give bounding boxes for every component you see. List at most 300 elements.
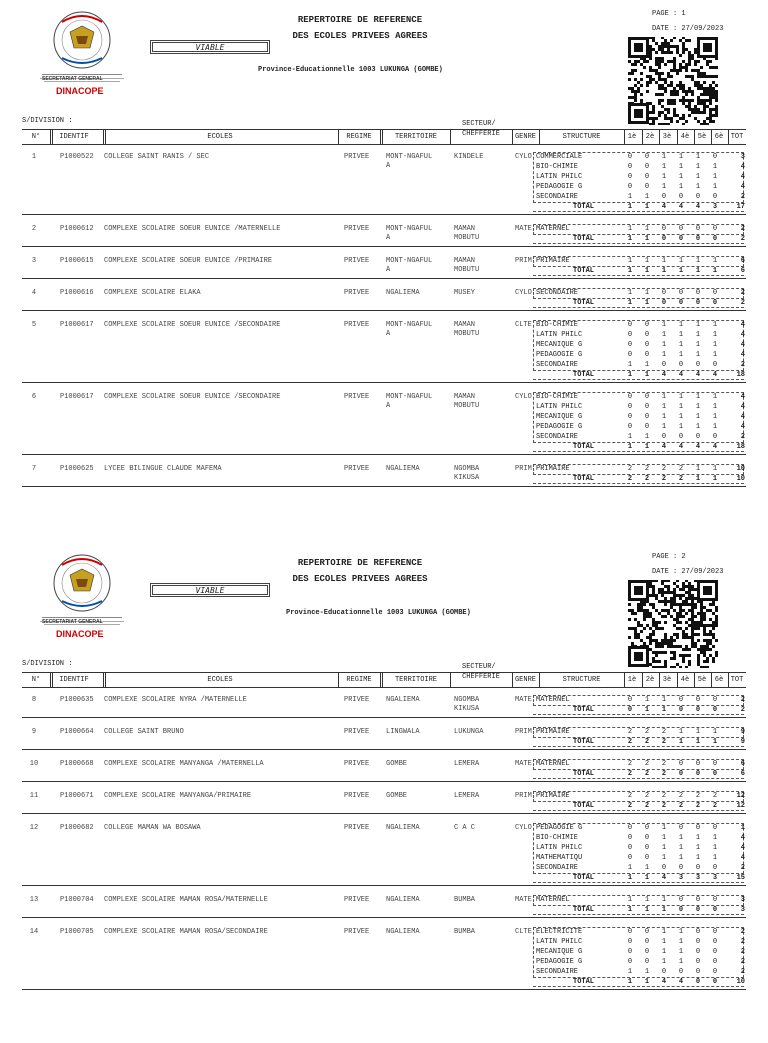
school-genre: CLTE	[515, 928, 532, 936]
year-4-count: 0	[678, 770, 684, 778]
header-separator	[338, 673, 339, 687]
year-2-count: 0	[644, 834, 650, 842]
school-secteur: BUMBA	[454, 896, 476, 904]
structure-name: BIO-CHIMIE	[536, 163, 579, 171]
year-1-count: 2	[627, 792, 633, 800]
structure-line	[533, 791, 744, 801]
header-territoire: TERRITOIRE	[394, 133, 437, 141]
year-2-count: 0	[644, 824, 650, 832]
structure-line	[533, 412, 744, 422]
structure-total-line	[533, 266, 744, 276]
year-6-count: 1	[712, 413, 718, 421]
logo-dinacope: DINACOPE	[56, 629, 104, 639]
page-number: PAGE : 1	[652, 10, 686, 18]
year-2-count: 1	[644, 706, 650, 714]
year-1-count: 0	[627, 163, 633, 171]
year-4-count: 1	[678, 183, 684, 191]
total-underline	[533, 275, 744, 276]
school-territoire: MONT-NGAFUL A	[386, 153, 433, 170]
header-separator	[624, 673, 625, 687]
line-total: 2	[740, 225, 745, 233]
year-4-count: 0	[678, 696, 684, 704]
header-separator	[728, 673, 729, 687]
school-secteur: LUKUNGA	[454, 728, 484, 736]
header-identif: IDENTIF	[59, 676, 89, 684]
year-6-count: 2	[712, 802, 718, 810]
year-2-count: 1	[644, 193, 650, 201]
line-total: 4	[740, 413, 745, 421]
year-4-count: 0	[678, 361, 684, 369]
year-5-count: 1	[695, 475, 701, 483]
school-secteur: NGOMBA KIKUSA	[454, 465, 480, 482]
structure-line	[533, 320, 744, 330]
line-total: 3	[740, 153, 745, 161]
year-6-count: 1	[712, 173, 718, 181]
grand-total: 6	[740, 770, 745, 778]
year-1-count: 0	[627, 824, 633, 832]
year-3-count: 1	[661, 331, 667, 339]
year-6-count: 0	[712, 299, 718, 307]
year-2-count: 1	[644, 874, 650, 882]
structure-line	[533, 843, 744, 853]
total-label: TOTAL	[573, 738, 595, 746]
header-separator	[50, 673, 53, 687]
year-6-count: 0	[712, 968, 718, 976]
header-genre: GENRE	[514, 676, 536, 684]
year-2-count: 1	[644, 696, 650, 704]
total-underline	[533, 307, 744, 308]
year-6-count: 2	[712, 792, 718, 800]
structure-name: PEDAGOGIE G	[536, 351, 583, 359]
year-2-count: 2	[644, 770, 650, 778]
structure-line	[533, 330, 744, 340]
school-name: COMPLEXE SCOLAIRE MANYANGA/PRIMAIRE	[104, 792, 252, 800]
total-label: TOTAL	[573, 874, 595, 882]
year-6-count: 0	[712, 864, 718, 872]
year-4-count: 1	[678, 351, 684, 359]
year-1-count: 1	[627, 906, 633, 914]
total-underline	[533, 451, 744, 452]
header-separator	[711, 673, 712, 687]
structure-block	[533, 152, 744, 212]
year-5-count: 1	[695, 728, 701, 736]
school-name: COMPLEXE SCOLAIRE SOEUR EUNICE /PRIMAIRE	[104, 257, 273, 265]
year-5-count: 0	[695, 978, 701, 986]
school-secteur: BUMBA	[454, 928, 476, 936]
year-6-count: 1	[712, 475, 718, 483]
school-genre: MATE	[515, 225, 532, 233]
structure-line	[533, 162, 744, 172]
header-separator	[624, 130, 625, 144]
year-5-count: 0	[695, 928, 701, 936]
school-identifier: P1000612	[60, 225, 94, 233]
school-name: COLLEGE SAINT RANIS / SEC	[104, 153, 210, 161]
total-underline	[533, 483, 744, 484]
year-6-count: 0	[712, 225, 718, 233]
header-structure: STRUCTURE	[562, 133, 601, 141]
year-6-count: 0	[712, 770, 718, 778]
header-tot: TOT	[730, 133, 744, 141]
structure-line	[533, 402, 744, 412]
year-6-count: 0	[712, 361, 718, 369]
year-5-count: 1	[695, 403, 701, 411]
header-num: N°	[31, 676, 41, 684]
year-5-count: 0	[695, 225, 701, 233]
header-separator	[512, 673, 513, 687]
report-date: DATE : 27/09/2023	[652, 568, 724, 576]
year-6-count: 3	[712, 874, 718, 882]
year-3-count: 0	[661, 361, 667, 369]
year-6-count: 1	[712, 267, 718, 275]
school-regime: PRIVEE	[344, 225, 370, 233]
line-total: 2	[740, 361, 745, 369]
year-2-count: 0	[644, 403, 650, 411]
report-date: DATE : 27/09/2023	[652, 25, 724, 33]
line-total: 2	[740, 938, 745, 946]
structure-name: LATIN PHILC	[536, 938, 583, 946]
year-4-count: 0	[678, 235, 684, 243]
year-5-count: 4	[695, 443, 701, 451]
line-total: 2	[740, 948, 745, 956]
total-label: TOTAL	[573, 978, 595, 986]
structure-total-line	[533, 905, 744, 915]
year-4-count: 0	[678, 193, 684, 201]
structure-line	[533, 853, 744, 863]
year-3-count: 2	[661, 770, 667, 778]
structure-block	[533, 759, 744, 779]
year-1-count: 1	[627, 235, 633, 243]
year-2-count: 2	[644, 738, 650, 746]
structure-line	[533, 833, 744, 843]
year-4-count: 0	[678, 289, 684, 297]
header-separator	[728, 130, 729, 144]
year-3-count: 1	[661, 393, 667, 401]
structure-name: MATHEMATIQU	[536, 854, 583, 862]
year-1-count: 0	[627, 696, 633, 704]
year-1-count: 1	[627, 968, 633, 976]
school-identifier: P1000625	[60, 465, 94, 473]
total-label: TOTAL	[573, 443, 595, 451]
school-genre: MATE	[515, 696, 532, 704]
total-label: TOTAL	[573, 371, 595, 379]
header-separator	[338, 130, 339, 144]
year-4-count: 0	[678, 433, 684, 441]
year-3-count: 1	[661, 834, 667, 842]
report-page	[0, 0, 768, 500]
structure-name: BIO-CHIMIE	[536, 321, 579, 329]
year-2-count: 1	[644, 978, 650, 986]
year-2-count: 0	[644, 183, 650, 191]
year-6-count: 4	[712, 443, 718, 451]
year-1-count: 0	[627, 351, 633, 359]
structure-name: PEDAGOGIE G	[536, 958, 583, 966]
page-number: PAGE : 2	[652, 553, 686, 561]
year-2-count: 0	[644, 173, 650, 181]
header-num: N°	[31, 133, 41, 141]
year-4-count: 1	[678, 844, 684, 852]
year-2-count: 1	[644, 267, 650, 275]
grand-total: 15	[736, 874, 745, 882]
year-3-count: 1	[661, 321, 667, 329]
total-label: TOTAL	[573, 299, 595, 307]
year-1-count: 2	[627, 465, 633, 473]
school-identifier: P1000615	[60, 257, 94, 265]
year-5-count: 0	[695, 896, 701, 904]
year-1-count: 2	[627, 770, 633, 778]
school-name: COMPLEXE SCOLAIRE SOEUR EUNICE /SECONDAIRE	[104, 393, 281, 401]
year-4-count: 0	[678, 896, 684, 904]
year-5-count: 4	[695, 203, 701, 211]
year-2-count: 0	[644, 854, 650, 862]
structure-line	[533, 432, 744, 442]
school-secteur: MAMAN MOBUTU	[454, 393, 480, 410]
year-1-count: 0	[627, 928, 633, 936]
school-name: COLLEGE MAMAN WA BOSAWA	[104, 824, 201, 832]
school-secteur: NGOMBA KIKUSA	[454, 696, 480, 713]
structure-name: MATERNEL	[536, 896, 570, 904]
structure-name: BIO-CHIMIE	[536, 393, 579, 401]
header-separator	[711, 130, 712, 144]
year-1-count: 0	[627, 854, 633, 862]
line-total: 1	[740, 824, 745, 832]
total-underline	[533, 810, 744, 811]
year-2-count: 0	[644, 928, 650, 936]
year-1-count: 1	[627, 361, 633, 369]
school-identifier: P1000682	[60, 824, 94, 832]
year-5-count: 1	[695, 341, 701, 349]
year-4-count: 1	[678, 321, 684, 329]
year-2-count: 1	[644, 289, 650, 297]
row-number: 2	[31, 225, 37, 233]
total-label: TOTAL	[573, 802, 595, 810]
year-5-count: 2	[695, 792, 701, 800]
year-5-count: 0	[695, 824, 701, 832]
line-total: 2	[740, 968, 745, 976]
total-underline	[533, 211, 744, 212]
school-secteur: LEMERA	[454, 760, 480, 768]
year-3-count: 1	[661, 706, 667, 714]
structure-line	[533, 863, 744, 873]
year-6-count: 0	[712, 906, 718, 914]
line-total: 2	[740, 864, 745, 872]
year-3-count: 4	[661, 371, 667, 379]
header-separator	[677, 130, 678, 144]
year-3-count: 1	[661, 163, 667, 171]
year-6-count: 1	[712, 183, 718, 191]
header-ecoles: ECOLES	[207, 676, 233, 684]
year-1-count: 1	[627, 864, 633, 872]
year-6-count: 0	[712, 958, 718, 966]
year-4-count: 1	[678, 413, 684, 421]
year-5-count: 0	[695, 696, 701, 704]
school-territoire: MONT-NGAFUL A	[386, 257, 433, 274]
year-3-count: 1	[661, 423, 667, 431]
school-genre: CYLO	[515, 153, 532, 161]
structure-line	[533, 947, 744, 957]
year-4-count: 4	[678, 978, 684, 986]
year-1-count: 2	[627, 475, 633, 483]
year-2-count: 1	[644, 361, 650, 369]
year-2-count: 1	[644, 371, 650, 379]
year-6-count: 1	[712, 163, 718, 171]
school-territoire: NGALIEMA	[386, 696, 420, 704]
year-5-count: 1	[695, 331, 701, 339]
structure-block	[533, 392, 744, 452]
year-6-count: 1	[712, 834, 718, 842]
year-5-count: 1	[695, 163, 701, 171]
qr-code-image	[612, 580, 742, 668]
structure-name: MECANIQUE G	[536, 413, 583, 421]
year-5-count: 0	[695, 938, 701, 946]
line-total: 4	[740, 351, 745, 359]
header-separator	[380, 130, 383, 144]
year-2-count: 1	[644, 203, 650, 211]
year-4-count: 1	[678, 153, 684, 161]
school-territoire: LINGWALA	[386, 728, 420, 736]
school-regime: PRIVEE	[344, 760, 370, 768]
year-4-count: 4	[678, 371, 684, 379]
school-regime: PRIVEE	[344, 257, 370, 265]
structure-total-line	[533, 705, 744, 715]
year-3-count: 0	[661, 289, 667, 297]
year-3-count: 1	[661, 928, 667, 936]
line-total: 6	[740, 257, 745, 265]
header-y4: 4è	[680, 676, 690, 684]
school-genre: PRIM	[515, 257, 532, 265]
year-5-count: 0	[695, 433, 701, 441]
total-underline	[533, 986, 744, 987]
school-identifier: P1000635	[60, 696, 94, 704]
grand-total: 10	[736, 475, 745, 483]
line-total: 4	[740, 854, 745, 862]
structure-name: SECONDAIRE	[536, 289, 579, 297]
year-5-count: 0	[695, 770, 701, 778]
header-separator	[642, 130, 643, 144]
header-y6: 6è	[714, 676, 724, 684]
total-underline	[533, 243, 744, 244]
school-regime: PRIVEE	[344, 393, 370, 401]
structure-line	[533, 422, 744, 432]
year-3-count: 1	[661, 341, 667, 349]
total-underline	[533, 714, 744, 715]
line-total: 9	[740, 728, 745, 736]
year-5-count: 1	[695, 267, 701, 275]
structure-block	[533, 288, 744, 308]
structure-name: MATERNEL	[536, 760, 570, 768]
year-1-count: 2	[627, 802, 633, 810]
year-6-count: 0	[712, 978, 718, 986]
structure-total-line	[533, 873, 744, 883]
structure-line	[533, 695, 744, 705]
year-4-count: 1	[678, 257, 684, 265]
year-2-count: 0	[644, 844, 650, 852]
year-3-count: 2	[661, 475, 667, 483]
year-2-count: 0	[644, 163, 650, 171]
school-genre: CLTE	[515, 321, 532, 329]
year-4-count: 1	[678, 928, 684, 936]
structure-name: SECONDAIRE	[536, 433, 579, 441]
year-2-count: 1	[644, 896, 650, 904]
header-y3: 3è	[662, 676, 672, 684]
structure-block	[533, 927, 744, 987]
year-6-count: 0	[712, 896, 718, 904]
header-ecoles: ECOLES	[207, 133, 233, 141]
line-total: 2	[740, 193, 745, 201]
line-total: 4	[740, 393, 745, 401]
year-4-count: 0	[678, 906, 684, 914]
year-1-count: 1	[627, 443, 633, 451]
year-1-count: 0	[627, 706, 633, 714]
school-territoire: NGALIEMA	[386, 824, 420, 832]
header-y4: 4è	[680, 133, 690, 141]
school-name: COLLEGE SAINT BRUNO	[104, 728, 184, 736]
structure-name: PRIMAIRE	[536, 257, 570, 265]
total-label: TOTAL	[573, 203, 595, 211]
structure-name: SECONDAIRE	[536, 193, 579, 201]
year-5-count: 0	[695, 289, 701, 297]
year-5-count: 0	[695, 760, 701, 768]
structure-name: LATIN PHILC	[536, 403, 583, 411]
year-3-count: 1	[661, 938, 667, 946]
school-identifier: P1000671	[60, 792, 94, 800]
total-underline	[533, 746, 744, 747]
school-secteur: KINDELE	[454, 153, 484, 161]
subdivision-label: S/DIVISION :	[22, 660, 73, 668]
school-identifier: P1000616	[60, 289, 94, 297]
year-1-count: 0	[627, 173, 633, 181]
total-label: TOTAL	[573, 770, 595, 778]
year-5-count: 1	[695, 844, 701, 852]
year-2-count: 0	[644, 341, 650, 349]
row-number: 10	[29, 760, 39, 768]
line-total: 4	[740, 341, 745, 349]
logo-secretariat: SECRETARIAT GENERAL	[42, 619, 103, 625]
structure-block	[533, 320, 744, 380]
total-label: TOTAL	[573, 906, 595, 914]
year-5-count: 4	[695, 371, 701, 379]
school-secteur: MAMAN MOBUTU	[454, 257, 480, 274]
school-regime: PRIVEE	[344, 896, 370, 904]
year-5-count: 0	[695, 906, 701, 914]
header-regime: REGIME	[346, 676, 372, 684]
header-separator	[450, 673, 451, 687]
year-2-count: 0	[644, 948, 650, 956]
school-identifier: P1000668	[60, 760, 94, 768]
structure-total-line	[533, 234, 744, 244]
line-total: 4	[740, 183, 745, 191]
year-6-count: 1	[712, 393, 718, 401]
year-5-count: 1	[695, 173, 701, 181]
year-3-count: 1	[661, 906, 667, 914]
year-5-count: 0	[695, 968, 701, 976]
year-4-count: 1	[678, 854, 684, 862]
year-4-count: 1	[678, 267, 684, 275]
year-6-count: 1	[712, 423, 718, 431]
province-label: Province-Educationnelle 1003 LUKUNGA (GOMBE)	[286, 609, 471, 617]
year-3-count: 2	[661, 728, 667, 736]
header-y1: 1è	[627, 676, 637, 684]
year-3-count: 2	[661, 738, 667, 746]
year-5-count: 1	[695, 834, 701, 842]
year-1-count: 1	[627, 193, 633, 201]
year-5-count: 1	[695, 423, 701, 431]
header-regime: REGIME	[346, 133, 372, 141]
structure-total-line	[533, 474, 744, 484]
year-1-count: 1	[627, 257, 633, 265]
school-genre: MATE	[515, 896, 532, 904]
year-5-count: 1	[695, 257, 701, 265]
school-genre: MATE	[515, 760, 532, 768]
